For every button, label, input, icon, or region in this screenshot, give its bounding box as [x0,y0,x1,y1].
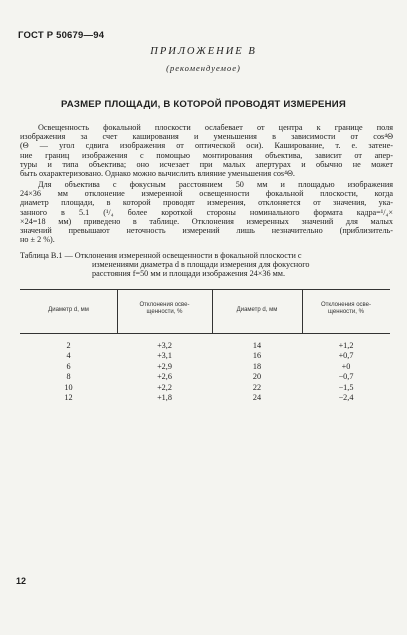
deviation-column [117,341,212,403]
table-cell: 6 [66,361,71,371]
caption-line: изменениями диаметра d в площади измерения для фокусного [92,260,310,270]
table-cell: 18 [252,361,262,371]
table-cell: +1,2 [338,341,354,350]
table-cell: +3,2 [157,341,172,350]
table-cell: 16 [252,351,262,361]
table-cell: 24 [252,393,262,403]
header-deviation: Отклонения осве- щенности, % [139,302,190,315]
table-cell: 22 [252,382,262,392]
table-cell: +3,1 [157,351,172,361]
table-cell: +2,2 [157,382,172,392]
table-cell: +2,9 [157,361,172,371]
paragraph-line: изображения за счет каширования и уменьшения в зависимости от cos⁴Θ [20,132,393,142]
paragraph-line: ×24=18 мм) приведено в таблице. Отклонения измеренных значений для малых [20,216,393,226]
table-cell: −1,5 [338,382,354,392]
table-cell: −2,4 [338,393,354,403]
table-cell: 8 [66,372,71,382]
standard-header: ГОСТ Р 50679—94 [18,30,105,41]
table-cell: +2,6 [157,372,172,382]
paragraph-line: 24×36 мм отклонение измеренной освещенности фокальной плоскости, когда [20,189,393,199]
table-rule [20,289,390,290]
header-diameter: Диаметр d, мм [48,307,89,313]
diameter-column [212,341,302,403]
paragraph-line: быть охарактеризовано. Однако можно вычислить влияние уменьшения cos⁴Θ. [20,169,295,179]
table-cell: 20 [252,372,262,382]
paragraph-line: значений превышают неточность измерений лишь незначительно (приблизитель- [20,226,393,236]
appendix-title: ПРИЛОЖЕНИЕ В [150,46,257,57]
table-caption [20,251,393,279]
paragraph-line: (Θ — угол сдвига изображения от оптической оси). Каширование, т. е. затене- [20,141,393,151]
table-cell: +1,8 [157,393,172,403]
appendix-note: (рекомендуемое) [166,63,241,73]
caption-line: Таблица В.1 — Отклонения измеренной освещенности в фокальной плоскости с [20,251,302,260]
header-deviation: Отклонения осве- щенности, % [320,302,372,315]
header-diameter: Диаметр d, мм [236,307,278,313]
table-cell: 2 [66,341,71,350]
table-rule [20,333,390,334]
diameter-column [20,341,117,403]
table-cell: 14 [252,341,262,350]
caption-line: расстояния f=50 мм и площади изображения 24×36 мм. [92,269,286,279]
section-title: РАЗМЕР ПЛОЩАДИ, В КОТОРОЙ ПРОВОДЯТ ИЗМЕРЕНИЯ [61,99,346,110]
table-cell: +0,7 [338,351,354,361]
paragraph-line: туры и типа объектива; оно исчезает при малых апертурах и обычно не может [20,159,393,169]
paragraph-1 [20,123,393,178]
table-cell: −0,7 [338,372,354,382]
paragraph-2 [20,180,393,244]
paragraph-line: занного в 5.1 (¹/₄ более короткой стороны номинального формата кадра=¹/₄× [20,207,393,217]
paragraph-line: ние границ изображения с помощью монтирования объектива, зависит от апер- [20,150,393,160]
table-cell: 4 [66,351,71,361]
paragraph-line: Для объектива с фокусным расстоянием 50 мм и площадью изображения [38,180,393,189]
paragraph-line: Освещенность фокальной плоскости ослабевает от центра к границе поля [38,123,393,132]
paragraph-line: но ± 2 %). [20,235,55,245]
table-cell: 10 [64,382,73,392]
page-number: 12 [16,576,27,586]
table-cell: 12 [64,393,73,403]
paragraph-line: диаметр площади, в которой проводят измерения, отклоняется от значения, ука- [20,198,393,208]
deviation-column [302,341,390,403]
table-cell: +0 [341,361,351,371]
